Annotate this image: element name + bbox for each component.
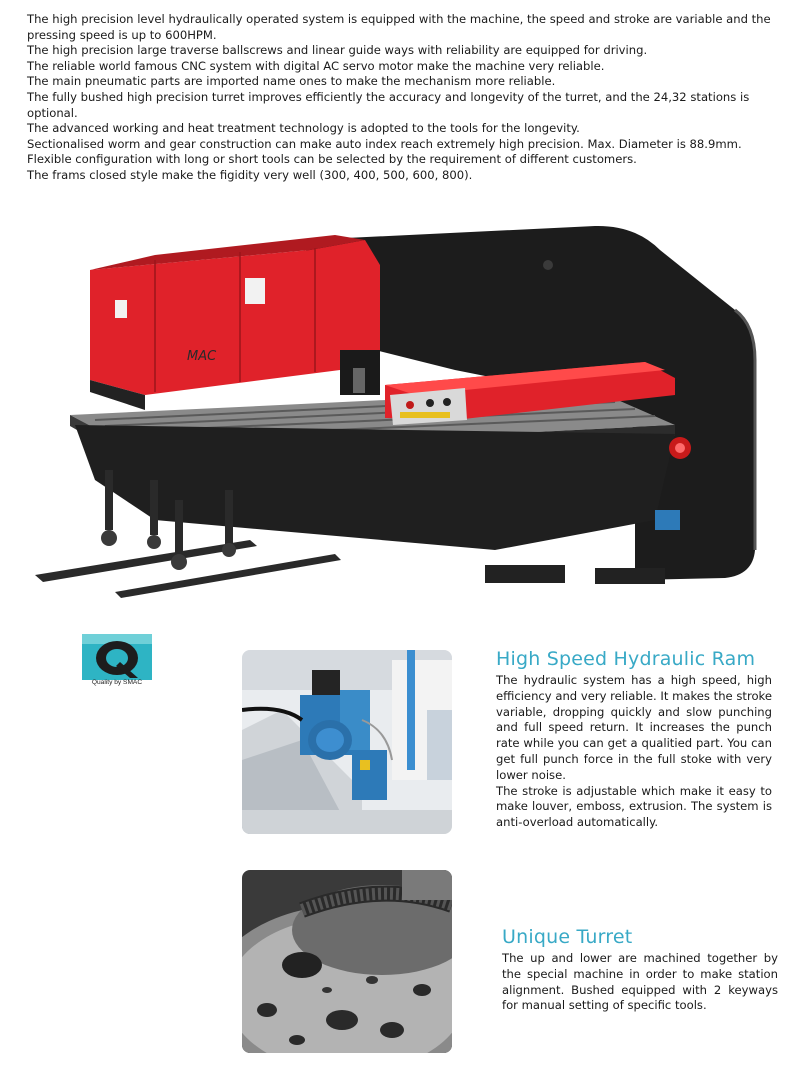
- intro-line: The main pneumatic parts are imported name ones to make the mechanism more reliable.: [27, 74, 556, 89]
- intro-line: Sectionalised worm and gear construction can make auto index reach extremely high precision. Max. Diameter is 88.9mm.: [27, 136, 742, 151]
- quality-logo-icon: [82, 634, 152, 680]
- turret-photo: [242, 870, 452, 1053]
- intro-line: The frams closed style make the figidity very well (300, 400, 500, 600, 800).: [27, 167, 473, 182]
- intro-line: The reliable world famous CNC system with digital AC servo motor make the machine very reliable.: [27, 58, 605, 73]
- machine-base: [75, 425, 675, 550]
- turret-section: [502, 926, 778, 1014]
- section-title: Unique Turret: [502, 926, 633, 948]
- intro-line: The high precision level hydraulically operated system is equipped with the machine, the speed and stroke are variable and the pressing speed is up to 600HPM.: [27, 12, 771, 42]
- machine-foot: [595, 568, 665, 584]
- hydraulic-ram-photo: [242, 650, 452, 834]
- logo-caption: Quality by SMAC: [91, 679, 143, 686]
- intro-line: The advanced working and heat treatment technology is adopted to the tools for the longevity.: [27, 121, 580, 136]
- machine-foot: [485, 565, 565, 583]
- intro-text: [27, 12, 775, 184]
- punch-press-machine-image: [35, 220, 770, 600]
- intro-line: The fully bushed high precision turret improves efficiently the accuracy and longevity of the turret, and the 24,32 stations is optional.: [27, 89, 750, 120]
- section-paragraph: The up and lower are machined together by the special machine in order to make station alignment. Bushed equipped with 2 keyways for manual setting of specific tools.: [502, 951, 778, 1013]
- quality-logo: [80, 634, 154, 690]
- intro-line: Flexible configuration with long or short tools can be selected by the requirement of different customers.: [27, 152, 637, 167]
- section-title: High Speed Hydraulic Ram: [496, 648, 756, 670]
- hydraulic-ram-section: [496, 648, 772, 831]
- section-paragraph: The stroke is adjustable which make it easy to make louver, emboss, extrusion. The system is anti-overload automatically.: [496, 783, 772, 830]
- section-paragraph: The hydraulic system has a high speed, high efficiency and very reliable. It makes the stroke variable, dropping quickly and slow punching and full speed return. It increases the punch rate while you can get a qualitied part. You can get full punch force in the full stoke with very lower noise.: [496, 673, 772, 782]
- intro-line: The high precision large traverse ballscrews and linear guide ways with reliability are equipped for driving.: [27, 43, 648, 58]
- machine-brand-text: MAC: [187, 349, 217, 364]
